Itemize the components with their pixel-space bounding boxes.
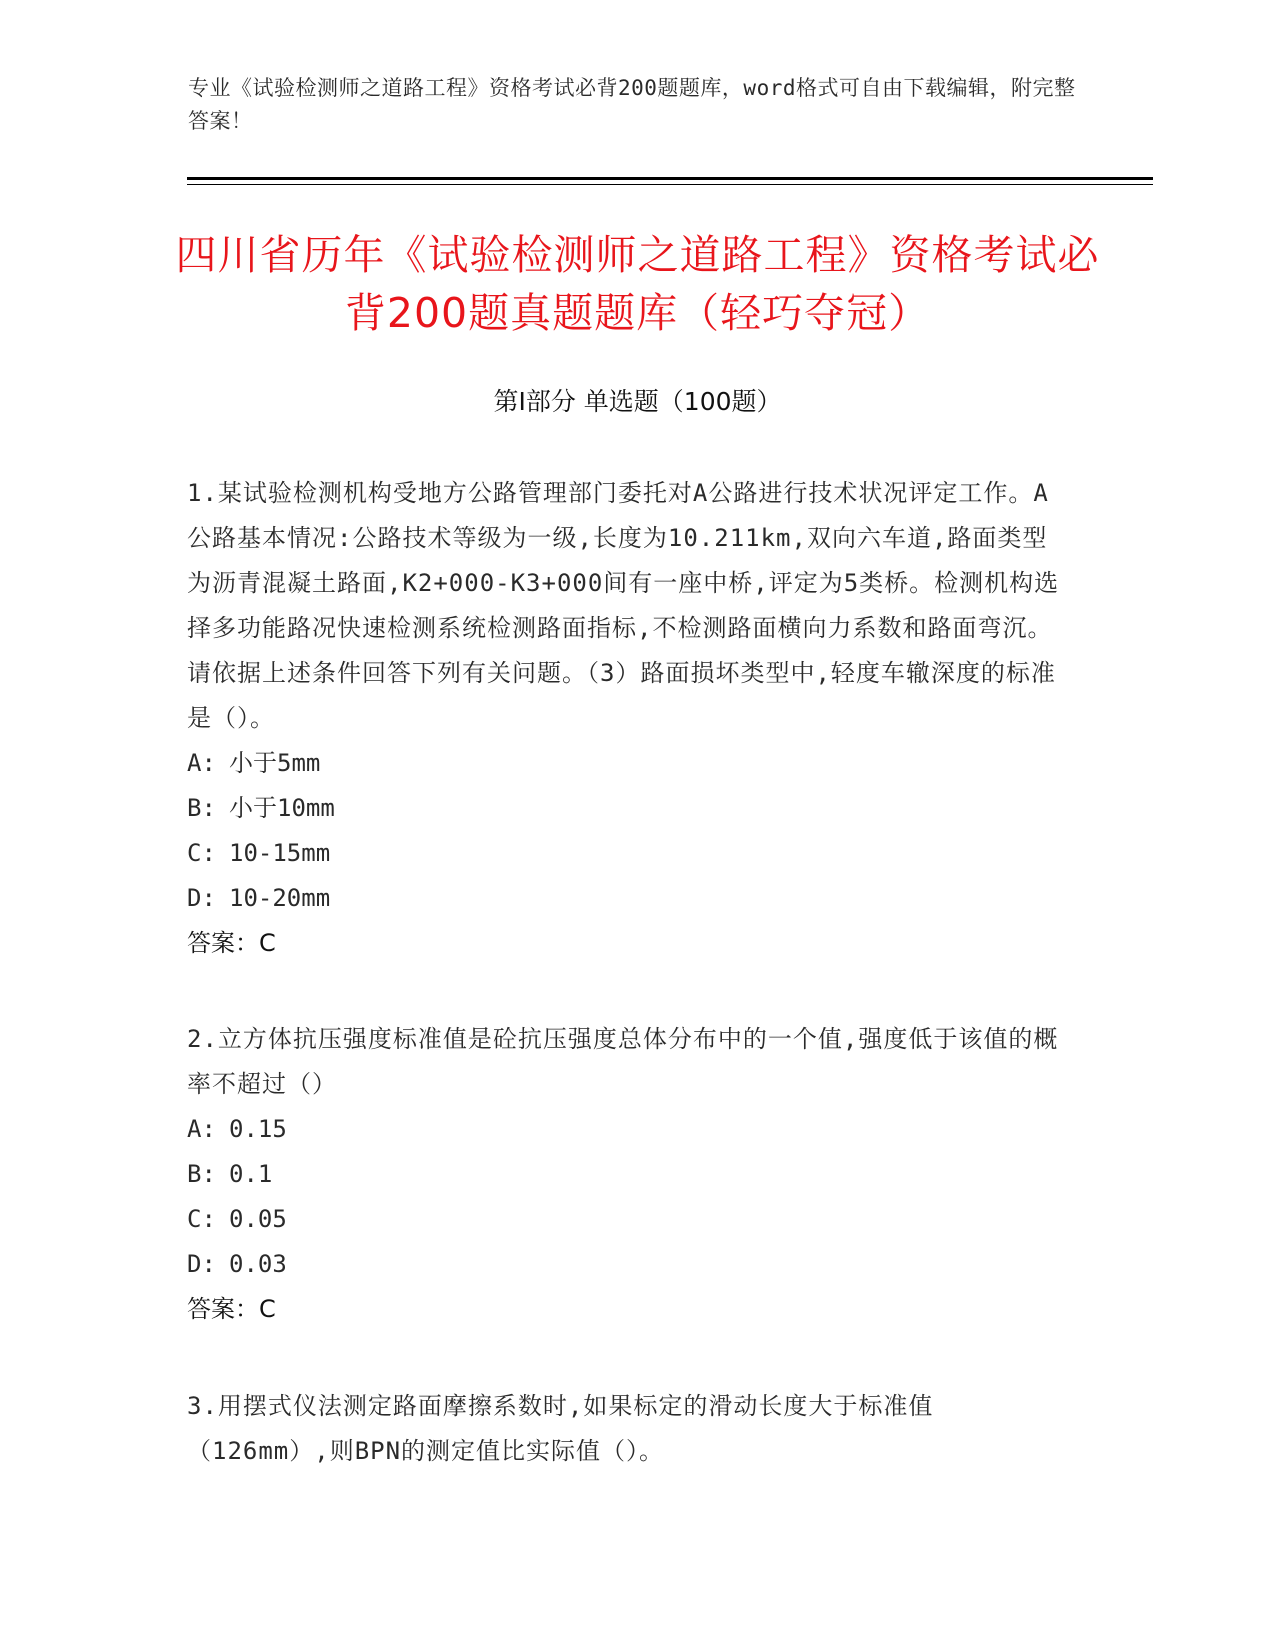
section-title: 第I部分 单选题（100题） xyxy=(493,387,782,416)
option-a xyxy=(187,1107,1072,1152)
answer: 答案：C xyxy=(187,1295,276,1323)
option-label: B: xyxy=(187,794,216,822)
option-label: A: xyxy=(187,749,216,777)
option-text: 0.03 xyxy=(229,1250,287,1278)
option-text: 10-20mm xyxy=(229,884,331,912)
option-c xyxy=(187,831,1072,876)
option-label: A: xyxy=(187,1115,216,1143)
question-stem: 3.用摆式仪法测定路面摩擦系数时,如果标定的滑动长度大于标准值（126mm）,则BPN的测定值比实际值（）。 xyxy=(187,1392,934,1465)
question-stem: 1.某试验检测机构受地方公路管理部门委托对A公路进行技术状况评定工作。A公路基本情况:公路技术等级为一级,长度为10.211km,双向六车道,路面类型为沥青混凝土路面,K2+000-K3+000间有一座中桥,评定为5类桥。检测机构选择多功能路况快速检测系统检测路面指标,不检测路面横向力系数和路面弯沉。请依据上述条件回答下列有关问题。（3）路面损坏类型中,轻度车辙深度的标准是（）。 xyxy=(187,479,1060,732)
question-stem: 2.立方体抗压强度标准值是砼抗压强度总体分布中的一个值,强度低于该值的概率不超过（） xyxy=(187,1025,1059,1098)
document-title: 四川省历年《试验检测师之道路工程》资格考试必背200题真题题库（轻巧夺冠） xyxy=(175,231,1100,337)
header-note: 专业《试验检测师之道路工程》资格考试必背200题题库，word格式可自由下载编辑，附完整答案！ xyxy=(188,76,1076,133)
header-divider-thick xyxy=(187,177,1153,180)
question-3 xyxy=(187,1384,1072,1474)
option-text: 0.1 xyxy=(229,1160,273,1188)
option-text: 0.15 xyxy=(229,1115,287,1143)
option-label: D: xyxy=(187,1250,216,1278)
option-label: C: xyxy=(187,1205,216,1233)
option-d xyxy=(187,876,1072,921)
option-a xyxy=(187,741,1072,786)
option-c xyxy=(187,1197,1072,1242)
option-b xyxy=(187,1152,1072,1197)
option-text: 小于10mm xyxy=(229,794,335,822)
header-divider-thin xyxy=(187,184,1153,185)
option-b xyxy=(187,786,1072,831)
question-1 xyxy=(187,471,1072,966)
answer: 答案：C xyxy=(187,929,276,957)
option-label: C: xyxy=(187,839,216,867)
option-text: 10-15mm xyxy=(229,839,331,867)
option-text: 小于5mm xyxy=(229,749,321,777)
option-label: D: xyxy=(187,884,216,912)
option-text: 0.05 xyxy=(229,1205,287,1233)
question-2 xyxy=(187,1017,1072,1332)
option-d xyxy=(187,1242,1072,1287)
option-label: B: xyxy=(187,1160,216,1188)
